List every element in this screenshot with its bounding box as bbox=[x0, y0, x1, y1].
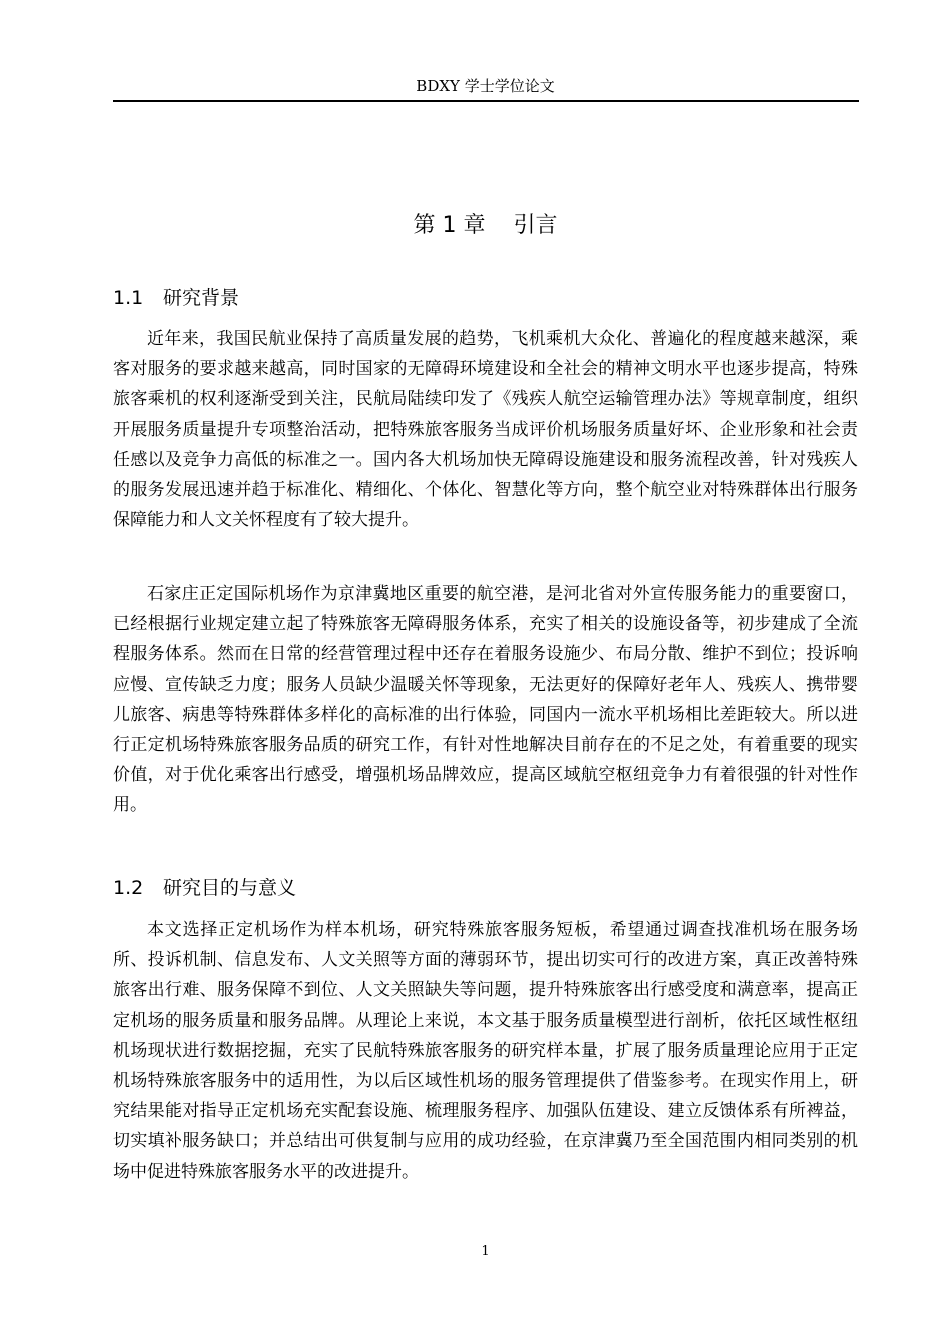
section-title: 研究背景 bbox=[163, 287, 240, 309]
section-number: 1.1 bbox=[113, 287, 144, 309]
page-number: 1 bbox=[481, 1244, 490, 1259]
paragraph-1-2-a: 本文选择正定机场作为样本机场，研究特殊旅客服务短板，希望通过调查找准机场在服务场所、投诉机制、信息发布、人文关照等方面的薄弱环节，提出切实可行的改进方案，真正改善特殊旅客出行难、服务保障不到位、人文关照缺失等问题，提升特殊旅客出行感受度和满意率，提高正定机场的服务质量和服务品牌。从理论上来说，本文基于服务质量模型进行剖析，依托区域性枢纽机场现状进行数据挖掘，充实了民航特殊旅客服务的研究样本量，扩展了服务质量理论应用于正定机场特殊旅客服务中的适用性，为以后区域性机场的服务管理提供了借鉴参考。在现实作用上，研究结果能对指导正定机场充实配套设施、梳理服务程序、加强队伍建设、建立反馈体系有所裨益，切实填补服务缺口；并总结出可供复制与应用的成功经验，在京津冀乃至全国范围内相同类别的机场中促进特殊旅客服务水平的改进提升。 bbox=[113, 920, 858, 1182]
chapter-title: 第 1 章 引言 bbox=[413, 213, 558, 238]
paragraph-1-1-a: 近年来，我国民航业保持了高质量发展的趋势，飞机乘机大众化、普遍化的程度越来越深，乘客对服务的要求越来越高，同时国家的无障碍环境建设和全社会的精神文明水平也逐步提高，特殊旅客乘机的权利逐渐受到关注，民航局陆续印发了《残疾人航空运输管理办法》等规章制度，组织开展服务质量提升专项整治活动，把特殊旅客服务当成评价机场服务质量好坏、企业形象和社会责任感以及竞争力高低的标准之一。国内各大机场加快无障碍设施建设和服务流程改善，针对残疾人的服务发展迅速并趋于标准化、精细化、个体化、智慧化等方向，整个航空业对特殊群体出行服务保障能力和人文关怀程度有了较大提升。 bbox=[113, 329, 858, 531]
header-rule bbox=[113, 100, 859, 102]
running-header: BDXY 学士学位论文 bbox=[416, 77, 555, 95]
section-heading-1-1 bbox=[113, 284, 239, 312]
paragraph-1-1-b: 石家庄正定国际机场作为京津冀地区重要的航空港，是河北省对外宣传服务能力的重要窗口，已经根据行业规定建立起了特殊旅客无障碍服务体系，充实了相关的设施设备等，初步建成了全流程服务体系。然而在日常的经营管理过程中还存在着服务设施少、布局分散、维护不到位；投诉响应慢、宣传缺乏力度；服务人员缺少温暖关怀等现象，无法更好的保障好老年人、残疾人、携带婴儿旅客、病患等特殊群体多样化的高标准的出行体验，同国内一流水平机场相比差距较大。所以进行正定机场特殊旅客服务品质的研究工作，有针对性地解决目前存在的不足之处，有着重要的现实价值，对于优化乘客出行感受，增强机场品牌效应，提高区域航空枢纽竞争力有着很强的针对性作用。 bbox=[113, 584, 858, 816]
section-title: 研究目的与意义 bbox=[163, 877, 297, 899]
section-heading-1-2 bbox=[113, 874, 296, 902]
section-number: 1.2 bbox=[113, 877, 144, 899]
